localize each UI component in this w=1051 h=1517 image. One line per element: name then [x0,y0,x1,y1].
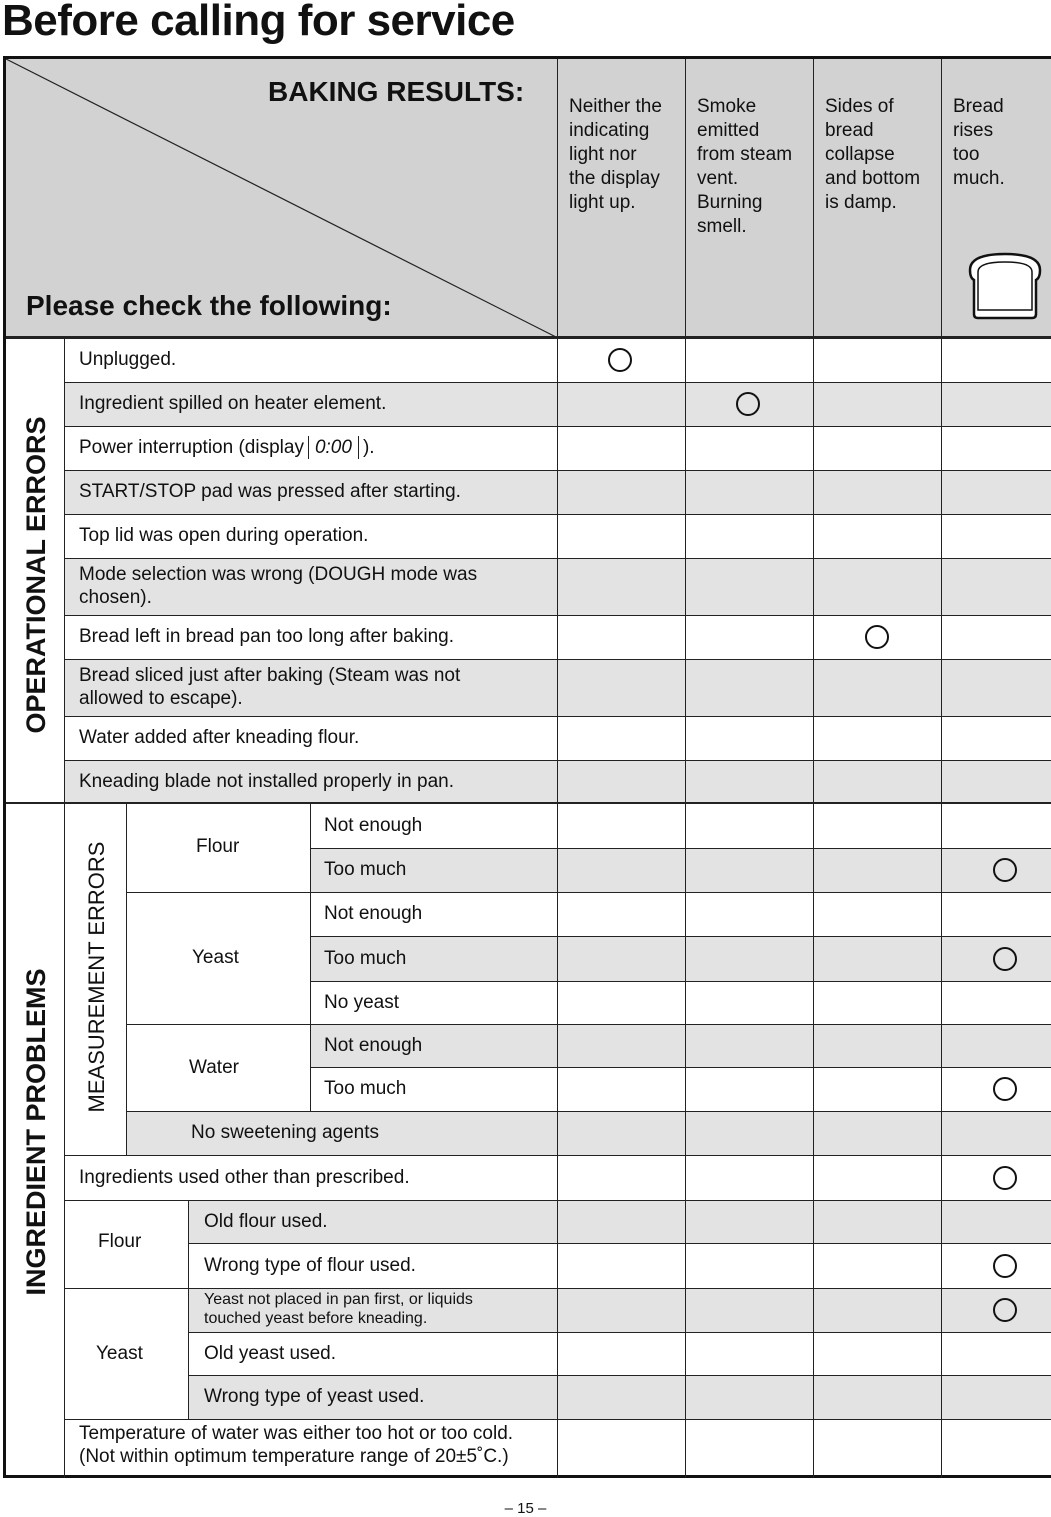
column-header-1 [569,95,689,215]
check-circle-icon [865,625,889,649]
row-divider [311,892,1051,893]
group-divider [127,892,311,893]
column-header-2 [697,95,817,239]
bread-loaf-icon [964,248,1046,322]
sweetening-row-label: No sweetening agents [191,1122,380,1143]
column-header-line: too [953,144,980,165]
row-divider [65,470,1051,471]
ingredient-row-label: Wrong type of flour used. [204,1255,416,1276]
column-header-line: and bottom [825,168,921,189]
column-header-line: emitted [697,120,760,141]
operational-row-label: Ingredient spilled on heater element. [79,393,387,414]
column-header-line: smell. [697,216,747,237]
column-header-line: vent. [697,168,739,189]
page-title: Before calling for service [2,0,515,45]
row-divider [65,1155,1051,1156]
row-divider [65,760,1051,761]
column-header-line: from steam [697,144,793,165]
label-text: Power interruption (display [79,437,304,458]
column-divider [813,59,814,1478]
text-line: touched yeast before kneading. [204,1310,428,1327]
measurement-divider [126,803,127,1155]
text-line: allowed to escape). [79,688,243,709]
row-divider [311,848,1051,849]
ingredient-row-label: Old flour used. [204,1211,328,1232]
column-header-line: Neither the [569,96,662,117]
check-circle-icon [608,348,632,372]
operational-row-label: Water added after kneading flour. [79,727,360,748]
display-readout: 0:00 [308,436,359,459]
flour-group-label: Flour [196,836,240,857]
text-line: (Not within optimum temperature range of 20±5˚C.) [79,1446,509,1467]
row-divider [65,1288,1051,1289]
check-circle-icon [993,1077,1017,1101]
column-header-line: Burning [697,192,763,213]
operational-row-label [79,436,375,459]
operational-row-label: Bread left in bread pan too long after baking. [79,626,454,647]
operational-errors-label: OPERATIONAL ERRORS [21,416,51,734]
measurement-row-label: Not enough [324,1035,423,1056]
column-divider [941,59,942,1478]
ingredient-row-label [204,1290,473,1328]
text-line: Mode selection was wrong (DOUGH mode was [79,564,478,585]
column-header-line: the display [569,168,660,189]
measurement-errors-label: MEASUREMENT ERRORS [84,841,109,1113]
operational-row-label: START/STOP pad was pressed after starting. [79,481,461,502]
column-divider [685,59,686,1478]
measurement-row-label: Too much [324,859,407,880]
row-divider [65,1200,1051,1201]
row-divider [311,936,1051,937]
measurement-row-label: Too much [324,1078,407,1099]
check-circle-icon [993,1254,1017,1278]
row-divider [65,659,1051,660]
label-text: ). [362,437,375,458]
column-header-line: rises [953,120,994,141]
column-header-line: light nor [569,144,637,165]
column-header-line: Bread [953,96,1004,117]
operational-row-label [79,563,477,609]
row-divider [65,514,1051,515]
row-divider [65,426,1051,427]
column-header-line: collapse [825,144,895,165]
check-circle-icon [993,1298,1017,1322]
section-divider [6,802,1051,804]
operational-row-label [79,664,460,710]
group-divider [127,1024,311,1025]
row-divider [65,615,1051,616]
ingredient-row-label: Old yeast used. [204,1343,337,1364]
measurement-row-label: Not enough [324,815,423,836]
ingredient-problems-label: INGREDIENT PROBLEMS [21,968,51,1296]
text-line: Bread sliced just after baking (Steam was not [79,665,461,686]
measurement-row-label: Not enough [324,903,423,924]
check-circle-icon [993,947,1017,971]
yeast-group-label: Yeast [96,1343,143,1364]
baking-results-label: BAKING RESULTS: [268,76,525,107]
row-divider [189,1375,1051,1376]
operational-row-label: Kneading blade not installed properly in pan. [79,771,454,792]
check-circle-icon [993,858,1017,882]
row-divider [65,716,1051,717]
ingredient-row-label: Ingredients used other than prescribed. [79,1167,410,1188]
sub-divider [188,1200,189,1419]
section-label-divider [64,338,65,1478]
ingredient-row-label: Wrong type of yeast used. [204,1386,425,1407]
column-header-3 [825,95,945,215]
text-line: Yeast not placed in pan first, or liquids [204,1291,473,1308]
measurement-row-label: Too much [324,948,407,969]
please-check-label: Please check the following: [26,290,392,321]
row-divider [127,1111,1051,1112]
row-divider [65,382,1051,383]
text-line: Temperature of water was either too hot or too cold. [79,1423,514,1444]
row-divider [189,1332,1051,1333]
column-header-line: Sides of [825,96,894,117]
column-header-line: indicating [569,120,650,141]
column-header-4 [953,95,1051,191]
row-divider [65,558,1051,559]
flour-group-label: Flour [98,1231,142,1252]
measurement-row-label: No yeast [324,992,399,1013]
row-divider [189,1243,1051,1244]
column-header-line: is damp. [825,192,897,213]
column-header-line: bread [825,120,874,141]
row-divider [311,1024,1051,1025]
check-circle-icon [993,1166,1017,1190]
operational-row-label: Top lid was open during operation. [79,525,369,546]
column-header-line: light up. [569,192,636,213]
operational-row-label: Unplugged. [79,349,177,370]
temperature-row-label [79,1422,513,1468]
column-header-line: Smoke [697,96,757,117]
row-divider [65,1419,1051,1420]
text-line: chosen). [79,587,152,608]
row-divider [311,981,1051,982]
sub-divider [310,803,311,1111]
page-number: – 15 – [504,1500,547,1517]
column-header-line: much. [953,168,1005,189]
yeast-group-label: Yeast [192,947,239,968]
check-circle-icon [736,392,760,416]
row-divider [311,1067,1051,1068]
water-group-label: Water [189,1057,239,1078]
